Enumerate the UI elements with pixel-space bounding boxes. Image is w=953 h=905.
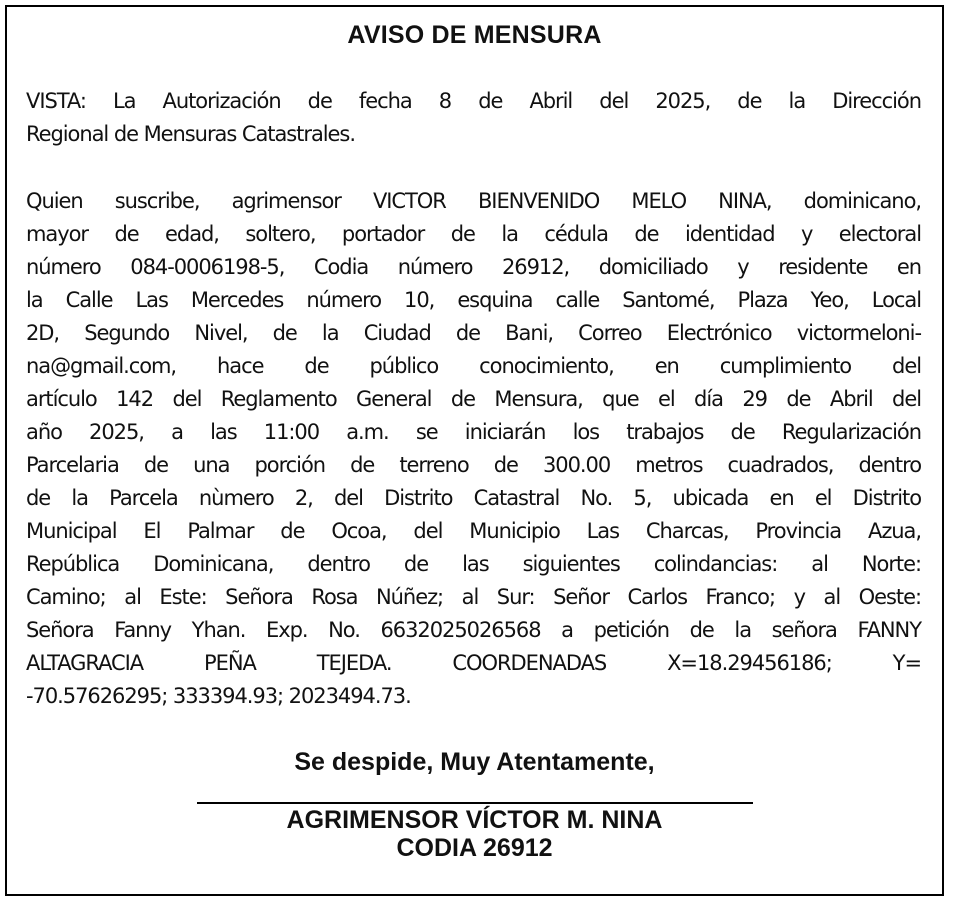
signature-line (197, 802, 753, 804)
paragraph-line: Parcelaria de una porción de terreno de 300.00 metros cuadrados, dentro (26, 453, 921, 477)
paragraph-line: mayor de edad, soltero, portador de la cédula de identidad y electoral (26, 222, 921, 246)
paragraph-line: -70.57626295; 333394.93; 2023494.73. (26, 684, 411, 708)
paragraph-line: 2D, Segundo Nivel, de la Ciudad de Bani, Correo Electrónico victormeloni- (26, 321, 921, 345)
notice-box (5, 5, 944, 896)
signer-codia: CODIA 26912 (396, 834, 553, 862)
paragraph-line: artículo 142 del Reglamento General de Mensura, que el día 29 de Abril del (26, 387, 921, 411)
notice-title: AVISO DE MENSURA (347, 21, 602, 49)
paragraph-line: ALTAGRACIA PEÑA TEJEDA. COORDENADAS X=18.29456186; Y= (26, 651, 921, 675)
paragraph-line: Municipal El Palmar de Ocoa, del Municipio Las Charcas, Provincia Azua, (26, 519, 921, 543)
paragraph-line: número 084-0006198-5, Codia número 26912, domiciliado y residente en (26, 255, 921, 279)
signer-block (7, 806, 942, 862)
paragraph-line: na@gmail.com, hace de público conocimiento, en cumplimiento del (26, 354, 921, 378)
paragraph-line: VISTA: La Autorización de fecha 8 de Abril del 2025, de la Dirección (26, 89, 921, 113)
paragraph-line: República Dominicana, dentro de las siguientes colindancias: al Norte: (26, 552, 921, 576)
notice-body-paragraph (26, 185, 921, 713)
paragraph-line: año 2025, a las 11:00 a.m. se iniciarán los trabajos de Regularización (26, 420, 921, 444)
paragraph-line: Camino; al Este: Señora Rosa Núñez; al Sur: Señor Carlos Franco; y al Oeste: (26, 585, 921, 609)
authorization-paragraph (26, 85, 921, 151)
closing-salutation: Se despide, Muy Atentamente, (294, 748, 655, 776)
paragraph-line: Quien suscribe, agrimensor VICTOR BIENVENIDO MELO NINA, dominicano, (26, 189, 921, 213)
paragraph-line: Señora Fanny Yhan. Exp. No. 6632025026568 a petición de la señora FANNY (26, 618, 921, 642)
paragraph-line: de la Parcela nùmero 2, del Distrito Catastral No. 5, ubicada en el Distrito (26, 486, 921, 510)
paragraph-line: la Calle Las Mercedes número 10, esquina calle Santomé, Plaza Yeo, Local (26, 288, 921, 312)
signer-name: AGRIMENSOR VÍCTOR M. NINA (286, 806, 663, 834)
paragraph-line: Regional de Mensuras Catastrales. (26, 122, 355, 146)
